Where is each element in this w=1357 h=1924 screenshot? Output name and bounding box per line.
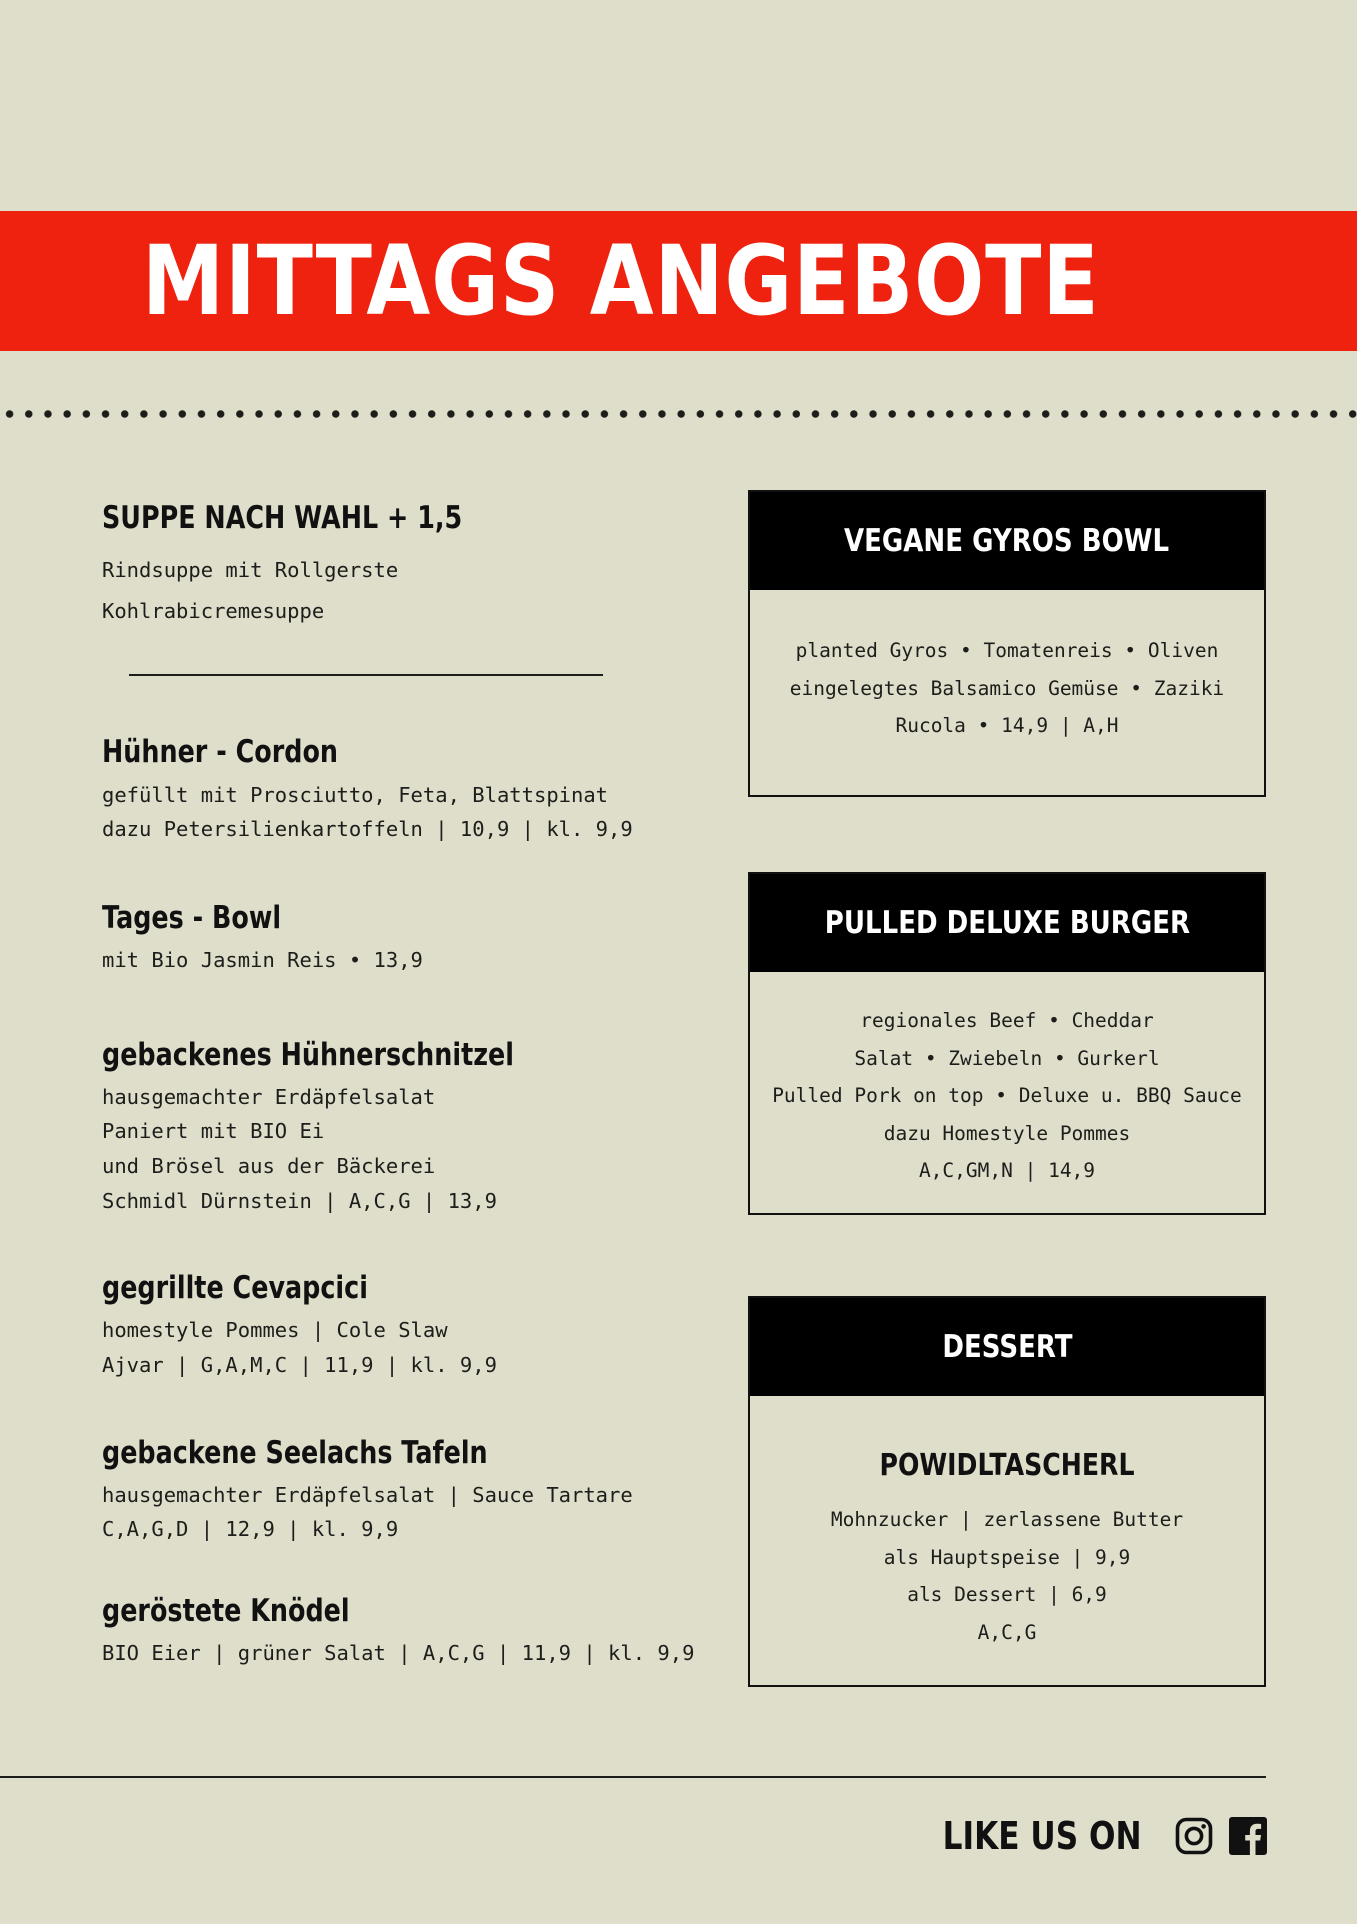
dotted-divider bbox=[0, 407, 1357, 421]
special-box-line: regionales Beef • Cheddar bbox=[860, 1009, 1154, 1032]
special-box-burger bbox=[748, 872, 1266, 1215]
menu-item-line: hausgemachter Erdäpfelsalat | Sauce Tartare bbox=[102, 1483, 633, 1507]
menu-item-line: Paniert mit BIO Ei bbox=[102, 1119, 325, 1143]
footer-divider bbox=[0, 1776, 1266, 1778]
special-box-line: Rucola • 14,9 | A,H bbox=[895, 714, 1119, 738]
menu-item-line: dazu Petersilienkartoffeln | 10,9 | kl. 9,9 bbox=[102, 817, 633, 841]
special-box-line: eingelegtes Balsamico Gemüse • Zaziki bbox=[789, 676, 1225, 700]
special-box-line: als Dessert | 6,9 bbox=[907, 1583, 1107, 1607]
social-label: LIKE US ON bbox=[943, 1814, 1142, 1858]
special-box-lines bbox=[750, 1501, 1264, 1651]
special-box-line: A,C,GM,N | 14,9 bbox=[918, 1159, 1096, 1183]
page-title: MITTAGS ANGEBOTE bbox=[142, 225, 1100, 337]
special-box-line: Salat • Zwiebeln • Gurkerl bbox=[854, 1046, 1160, 1070]
dessert-name: POWIDLTASCHERL bbox=[879, 1448, 1135, 1483]
menu-item-title: gebackene Seelachs Tafeln bbox=[102, 1435, 488, 1471]
special-box-title: VEGANE GYROS BOWL bbox=[844, 523, 1170, 559]
special-box-title: DESSERT bbox=[941, 1329, 1073, 1365]
menu-item-title: Tages - Bowl bbox=[102, 900, 282, 936]
menu-item-line: und Brösel aus der Bäckerei bbox=[102, 1154, 436, 1178]
special-box-dessert bbox=[748, 1296, 1266, 1687]
instagram-icon[interactable] bbox=[1175, 1817, 1213, 1855]
menu-item-title: geröstete Knödel bbox=[102, 1593, 350, 1629]
special-box-lines bbox=[750, 1002, 1264, 1190]
special-box-gyros bbox=[748, 490, 1266, 797]
soup-title: SUPPE NACH WAHL + 1,5 bbox=[102, 500, 463, 536]
menu-item-line: mit Bio Jasmin Reis • 13,9 bbox=[102, 948, 423, 972]
special-box-line: planted Gyros • Tomatenreis • Oliven bbox=[795, 639, 1219, 662]
menu-item-line: homestyle Pommes | Cole Slaw bbox=[102, 1318, 448, 1342]
special-box-title: PULLED DELUXE BURGER bbox=[824, 905, 1190, 941]
menu-item-title: gebackenes Hühnerschnitzel bbox=[102, 1037, 514, 1073]
menu-item-title: gegrillte Cevapcici bbox=[102, 1270, 368, 1306]
menu-item-line: Schmidl Dürnstein | A,C,G | 13,9 bbox=[102, 1189, 497, 1213]
special-box-header bbox=[750, 492, 1264, 590]
special-box-line: als Hauptspeise | 9,9 bbox=[883, 1545, 1131, 1569]
special-box-line: Pulled Pork on top • Deluxe u. BBQ Sauce bbox=[772, 1084, 1242, 1108]
menu-item-line: Ajvar | G,A,M,C | 11,9 | kl. 9,9 bbox=[102, 1353, 497, 1377]
special-box-line: dazu Homestyle Pommes bbox=[883, 1121, 1131, 1145]
menu-item-line: hausgemachter Erdäpfelsalat bbox=[102, 1085, 436, 1109]
menu-item-line: gefüllt mit Prosciutto, Feta, Blattspinat bbox=[102, 783, 609, 807]
special-box-line: Mohnzucker | zerlassene Butter bbox=[830, 1508, 1184, 1531]
soup-option: Kohlrabicremesuppe bbox=[102, 599, 325, 623]
special-box-lines bbox=[750, 632, 1264, 745]
soup-option: Rindsuppe mit Rollgerste bbox=[102, 558, 399, 582]
special-box-header bbox=[750, 1298, 1264, 1396]
section-separator bbox=[129, 674, 603, 676]
facebook-icon[interactable] bbox=[1229, 1817, 1267, 1855]
special-box-header bbox=[750, 874, 1264, 972]
special-box-line: A,C,G bbox=[977, 1620, 1037, 1644]
menu-item-line: C,A,G,D | 12,9 | kl. 9,9 bbox=[102, 1517, 399, 1541]
menu-item-line: BIO Eier | grüner Salat | A,C,G | 11,9 | kl. 9,9 bbox=[102, 1641, 695, 1665]
menu-item-title: Hühner - Cordon bbox=[102, 734, 339, 770]
header-banner bbox=[0, 211, 1357, 351]
